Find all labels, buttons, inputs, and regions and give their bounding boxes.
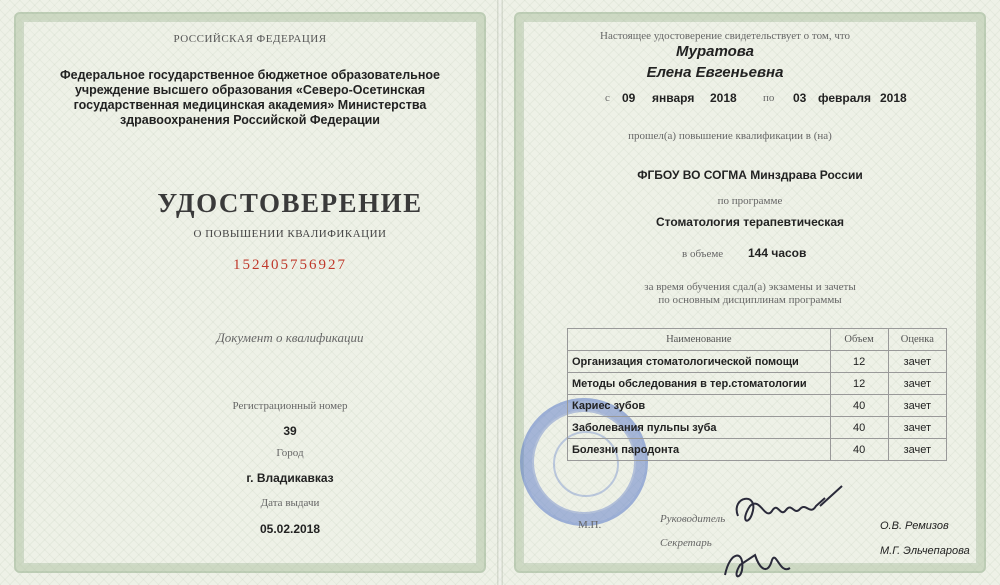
document-type: Документ о квалификации (216, 330, 364, 345)
volume-value: 144 часов (748, 246, 807, 260)
discipline-name: Заболевания пульпы зуба (568, 417, 831, 439)
passed-label: прошел(а) повышение квалификации в (на) (628, 130, 832, 142)
discipline-grade: зачет (888, 395, 946, 417)
table-row (568, 439, 947, 461)
head-name: О.В. Ремизов (880, 520, 949, 532)
from-day: 09 (622, 91, 636, 105)
to-year: 2018 (880, 91, 907, 105)
table-row (568, 417, 947, 439)
discipline-name: Кариес зубов (568, 395, 831, 417)
discipline-grade: зачет (888, 373, 946, 395)
registration-label: Регистрационный номер (232, 400, 348, 412)
document-title: УДОСТОВЕРЕНИЕ (157, 188, 423, 218)
discipline-hours: 40 (830, 439, 888, 461)
table-row (568, 351, 947, 373)
issue-date-label: Дата выдачи (260, 497, 320, 509)
table-row (568, 373, 947, 395)
organization-name (60, 68, 440, 128)
head-label: Руководитель (660, 513, 726, 525)
to-day: 03 (793, 91, 807, 105)
discipline-hours: 40 (830, 417, 888, 439)
secretary-name: М.Г. Эльчепарова (880, 545, 970, 557)
issue-date: 05.02.2018 (259, 522, 321, 536)
table-header-row (568, 329, 947, 351)
city-label: Город (276, 447, 304, 459)
table-row (568, 395, 947, 417)
from-year: 2018 (710, 91, 737, 105)
discipline-hours: 40 (830, 395, 888, 417)
volume-label: в объеме (682, 248, 724, 260)
program-name: Стоматология терапевтическая (656, 215, 844, 229)
discipline-name: Организация стоматологической помощи (568, 351, 831, 373)
certificate-number: 152405756927 (233, 257, 347, 273)
discipline-hours: 12 (830, 351, 888, 373)
org-line-3: государственная медицинская академия» Министерства (73, 98, 427, 112)
from-label: с (605, 92, 610, 104)
discipline-grade: зачет (888, 351, 946, 373)
intro-text: Настоящее удостоверение свидетельствует о том, что (600, 30, 851, 42)
disciplines-table (567, 328, 947, 461)
discipline-grade: зачет (888, 439, 946, 461)
to-month: февраля (818, 91, 872, 105)
exam-line-2: по основным дисциплинам программы (658, 294, 842, 306)
col-header-name: Наименование (568, 329, 831, 351)
col-header-grade: Оценка (888, 329, 946, 351)
to-label: по (763, 92, 775, 104)
discipline-name: Болезни пародонта (568, 439, 831, 461)
secretary-signature (720, 540, 800, 585)
from-month: января (652, 91, 695, 105)
col-header-hours: Объем (830, 329, 888, 351)
institution: ФГБОУ ВО СОГМА Минздрава России (637, 168, 863, 182)
discipline-name: Методы обследования в тер.стоматологии (568, 373, 831, 395)
exam-line-1: за время обучения сдал(а) экзамены и зачеты (644, 281, 856, 293)
org-line-1: Федеральное государственное бюджетное образовательное (60, 68, 440, 82)
discipline-hours: 12 (830, 373, 888, 395)
given-names: Елена Евгеньевна (646, 64, 784, 81)
surname: Муратова (675, 43, 755, 60)
discipline-grade: зачет (888, 417, 946, 439)
secretary-label: Секретарь (660, 537, 712, 549)
program-label: по программе (717, 195, 783, 207)
org-line-4: здравоохранения Российской Федерации (119, 113, 380, 127)
registration-number: 39 (283, 424, 297, 438)
city-value: г. Владикавказ (246, 471, 334, 485)
document-subtitle: О ПОВЫШЕНИИ КВАЛИФИКАЦИИ (193, 228, 387, 240)
seal-place-label: М.П. (578, 519, 602, 531)
org-line-2: учреждение высшего образования «Северо-Осетинская (74, 83, 426, 97)
country-header: РОССИЙСКАЯ ФЕДЕРАЦИЯ (173, 33, 327, 45)
head-signature (730, 476, 850, 536)
